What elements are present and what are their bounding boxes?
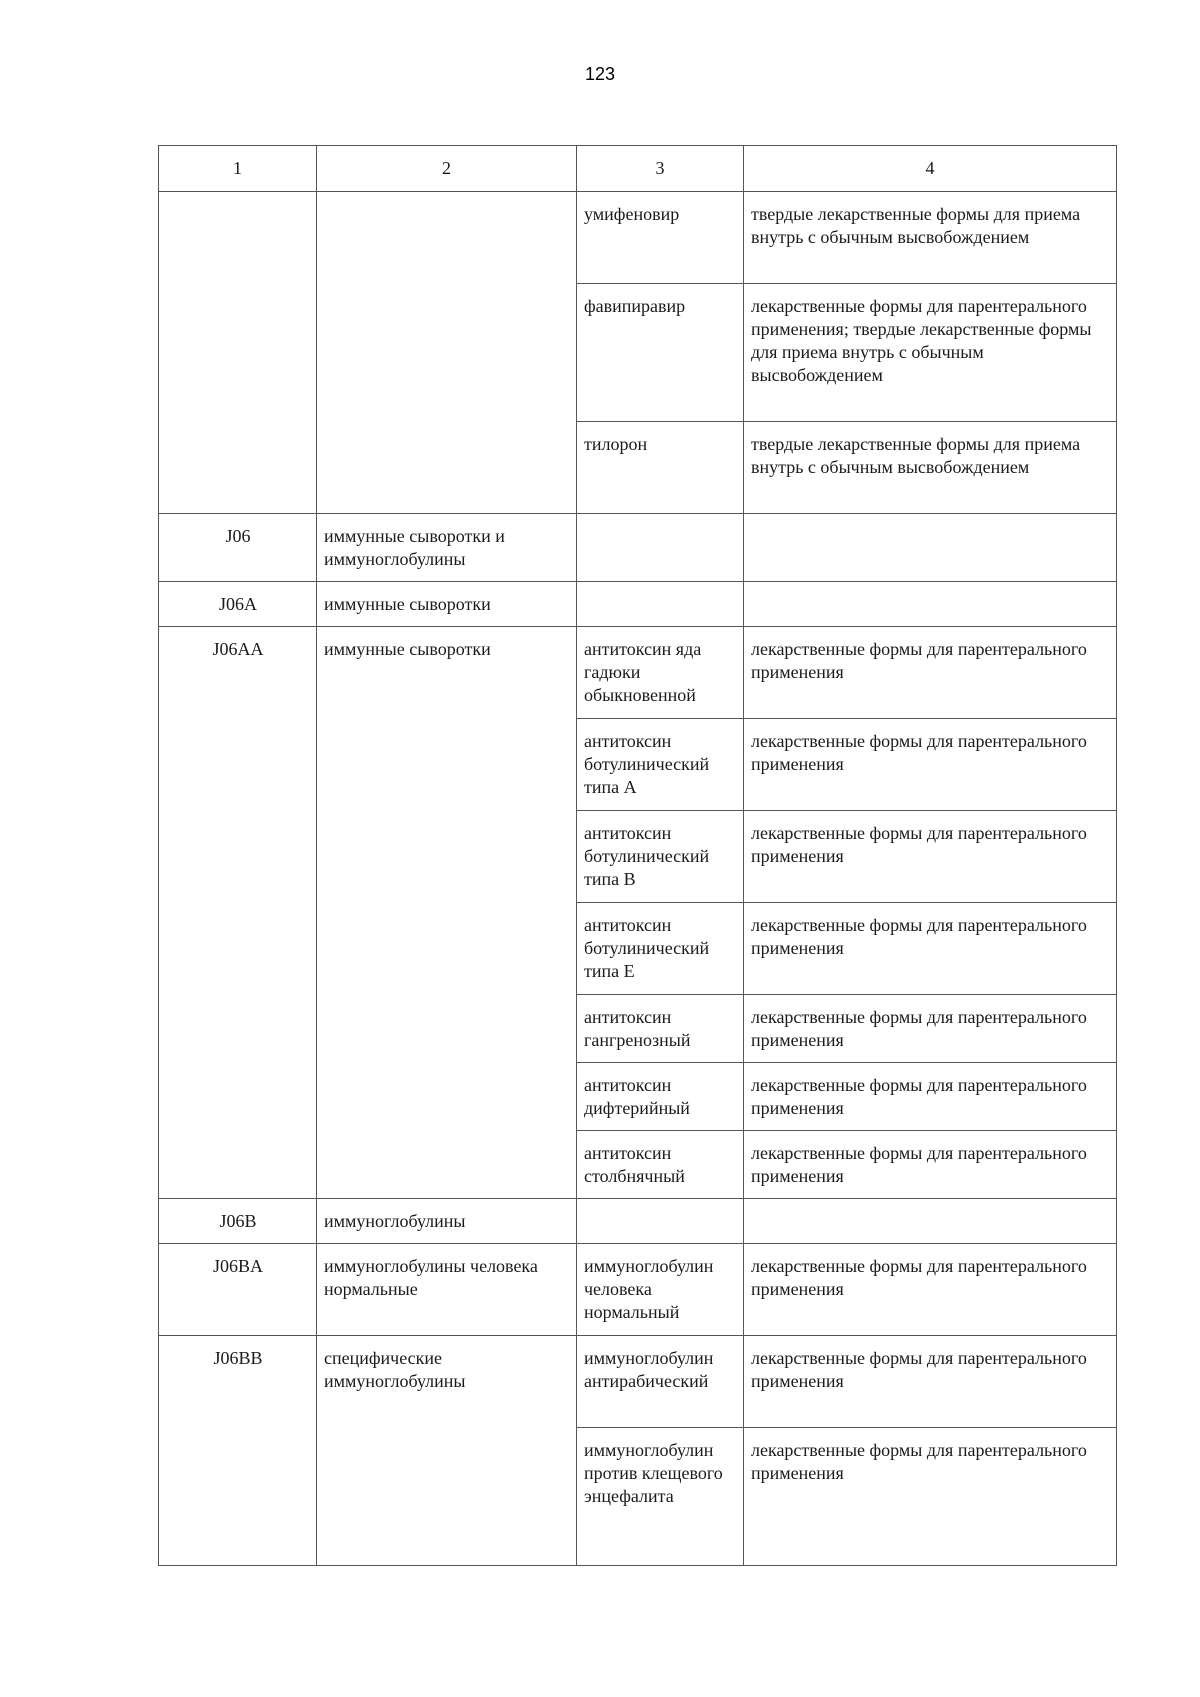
dosage-form-cell: лекарственные формы для парентерального применения (744, 1428, 1117, 1566)
drug-name-cell: иммуноглобулин против клещевого энцефалита (577, 1428, 744, 1566)
dosage-form-cell (744, 514, 1117, 582)
dosage-form-cell (744, 582, 1117, 627)
dosage-form-cell: лекарственные формы для парентерального применения (744, 903, 1117, 995)
table-header-row (159, 146, 1117, 192)
atc-code-cell (159, 192, 317, 514)
drug-name-cell (577, 1199, 744, 1244)
dosage-form-cell: твердые лекарственные формы для приема внутрь с обычным высвобождением (744, 192, 1117, 284)
table-row (159, 514, 1117, 582)
group-name-cell: иммуноглобулины человека нормальные (317, 1244, 577, 1336)
drug-name-cell: фавипиравир (577, 284, 744, 422)
atc-code-cell: J06 (159, 514, 317, 582)
drug-name-cell: антитоксин дифтерийный (577, 1063, 744, 1131)
atc-code-cell: J06AA (159, 627, 317, 1199)
atc-code-cell: J06B (159, 1199, 317, 1244)
drug-name-cell: умифеновир (577, 192, 744, 284)
drug-name-cell: тилорон (577, 422, 744, 514)
table-row (159, 192, 1117, 284)
drug-name-cell: антитоксин ботулинический типа B (577, 811, 744, 903)
group-name-cell: иммуноглобулины (317, 1199, 577, 1244)
table-row (159, 1336, 1117, 1428)
dosage-form-cell: лекарственные формы для парентерального применения (744, 1244, 1117, 1336)
drug-name-cell: антитоксин ботулинический типа E (577, 903, 744, 995)
drug-name-cell (577, 582, 744, 627)
dosage-form-cell: лекарственные формы для парентерального применения (744, 1131, 1117, 1199)
dosage-form-cell: лекарственные формы для парентерального применения (744, 1336, 1117, 1428)
group-name-cell: иммунные сыворотки (317, 627, 577, 1199)
table-row (159, 1199, 1117, 1244)
table-row (159, 627, 1117, 719)
dosage-form-cell: лекарственные формы для парентерального применения (744, 1063, 1117, 1131)
dosage-form-cell: твердые лекарственные формы для приема внутрь с обычным высвобождением (744, 422, 1117, 514)
group-name-cell: специфические иммуноглобулины (317, 1336, 577, 1566)
dosage-form-cell: лекарственные формы для парентерального применения (744, 719, 1117, 811)
drug-name-cell: иммуноглобулин человека нормальный (577, 1244, 744, 1336)
drug-name-cell: антитоксин ботулинический типа A (577, 719, 744, 811)
dosage-form-cell: лекарственные формы для парентерального применения (744, 811, 1117, 903)
column-header: 3 (577, 146, 744, 192)
group-name-cell (317, 192, 577, 514)
atc-code-cell: J06BB (159, 1336, 317, 1566)
column-header: 2 (317, 146, 577, 192)
drug-name-cell (577, 514, 744, 582)
page-number: 123 (584, 64, 616, 84)
drug-name-cell: антитоксин гангренозный (577, 995, 744, 1063)
table-row (159, 1244, 1117, 1336)
drug-name-cell: антитоксин яда гадюки обыкновенной (577, 627, 744, 719)
drug-name-cell: иммуноглобулин антирабический (577, 1336, 744, 1428)
atc-code-cell: J06A (159, 582, 317, 627)
atc-code-cell: J06BA (159, 1244, 317, 1336)
table-row (159, 582, 1117, 627)
column-header: 1 (159, 146, 317, 192)
dosage-form-cell: лекарственные формы для парентерального применения; твердые лекарственные формы для приема внутрь с обычным высвобождением (744, 284, 1117, 422)
column-header: 4 (744, 146, 1117, 192)
group-name-cell: иммунные сыворотки (317, 582, 577, 627)
dosage-form-cell (744, 1199, 1117, 1244)
dosage-form-cell: лекарственные формы для парентерального применения (744, 627, 1117, 719)
drug-table (158, 145, 1117, 1566)
group-name-cell: иммунные сыворотки и иммуноглобулины (317, 514, 577, 582)
drug-name-cell: антитоксин столбнячный (577, 1131, 744, 1199)
dosage-form-cell: лекарственные формы для парентерального применения (744, 995, 1117, 1063)
